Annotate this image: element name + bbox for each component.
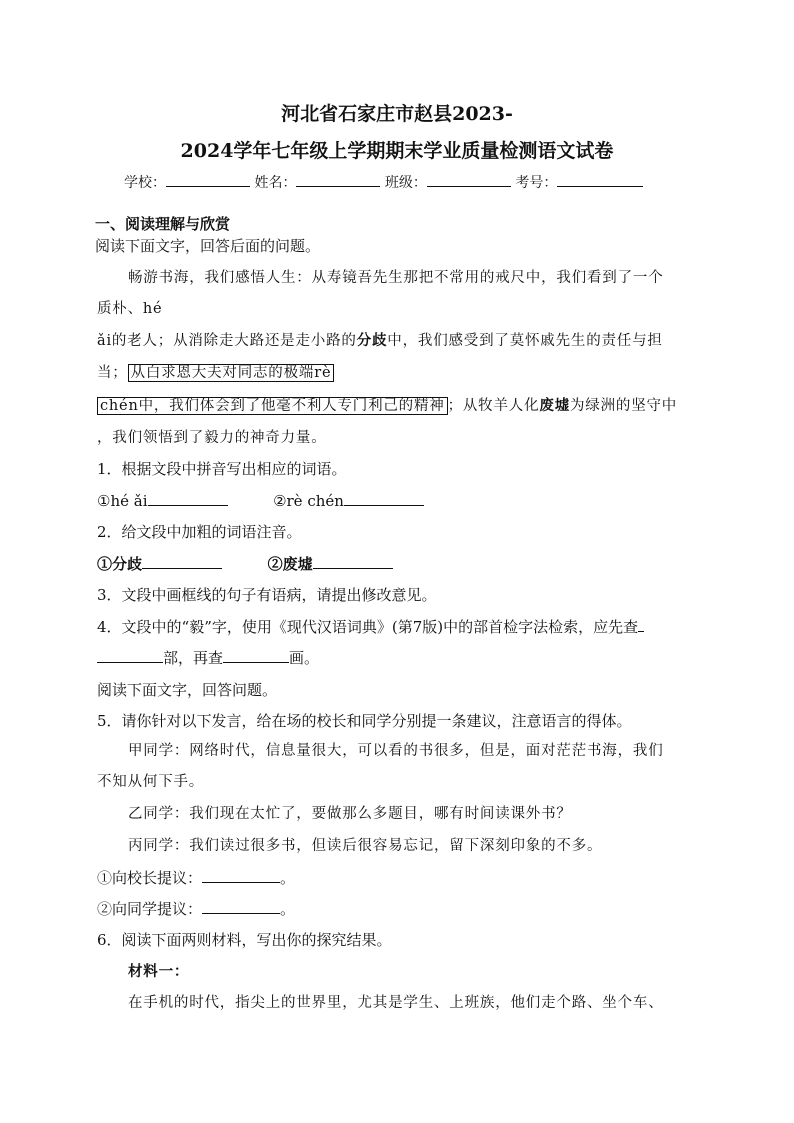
question-5-answer-b: ②向同学提议： 。 [97,900,296,918]
question-4-line-2: 部，再查 画。 [97,648,319,668]
answer-blank-strokes[interactable] [223,648,289,663]
passage-line-1: 畅游书海，我们感悟人生：从寿镜吾先生那把不常用的戒尺中，我们看到了一个 [128,270,664,286]
boxed-sentence-part-1: 从白求恩大夫对同志的极端rè [128,364,335,382]
exam-title-line2: 2024学年七年级上学期期末学业质量检测语文试卷 [180,140,614,162]
exam-title-line1: 河北省石家庄市赵县2023- [281,103,513,125]
speech-jia-line-1: 甲同学：网络时代，信息量很大，可以看的书很多，但是，面对茫茫书海，我们 [128,743,664,759]
question-2: 2．给文段中加粗的词语注音。 [97,523,302,541]
passage-line-6: ，我们领悟到了毅力的神奇力量。 [97,430,327,446]
name-label: 姓名： [254,175,297,191]
bold-word-feixu: 废墟 [539,397,570,414]
exam-number-label: 考号： [515,175,558,191]
question-1-answers: ①hé ǎi ②rè chén [97,491,424,511]
passage-line-4: 当； 从白求恩大夫对同志的极端rè [97,363,334,383]
speech-bing: 丙同学：我们读过很多书，但读后很容易忘记，留下深刻印象的不多。 [128,838,603,854]
answer-blank-classmates[interactable] [202,899,280,914]
bold-word-fenqi: 分歧 [356,332,388,349]
question-5-answer-a: ①向校长提议： 。 [97,869,296,887]
material-1-heading: 材料一： [128,963,190,980]
answer-blank-radical[interactable] [97,648,163,663]
passage-line-3: ǎi的老人；从消除走大路还是走小路的分歧中，我们感受到了莫怀戚先生的责任与担 [97,332,663,349]
answer-blank-fenqi[interactable] [142,554,222,569]
answer-blank-principal[interactable] [202,868,280,883]
school-blank[interactable] [166,172,250,187]
student-info-row [124,172,643,193]
name-blank[interactable] [296,172,380,187]
speech-yi: 乙同学：我们现在太忙了，要做那么多题目，哪有时间读课外书？ [128,806,572,822]
material-1-text: 在手机的时代，指尖上的世界里，尤其是学生、上班族，他们走个路、坐个车、 [128,995,664,1011]
answer-blank-heai[interactable] [148,491,228,506]
reading-instruction-2: 阅读下面文字，回答问题。 [97,681,278,699]
question-1: 1．根据文段中拼音写出相应的词语。 [97,460,347,478]
question-5: 5．请你针对以下发言，给在场的校长和同学分别提一条建议，注意语言的得体。 [97,712,632,730]
speech-jia-line-2: 不知从何下手。 [97,774,205,790]
class-blank[interactable] [427,172,511,187]
answer-blank-rechen[interactable] [344,491,424,506]
question-4-line-1: 4．文段中的“毅”字，使用《现代汉语词典》(第7版)中的部首检字法检索，应先查 [97,617,644,637]
passage-line-5: chén中，我们体会到了他毫不利人专门利己的精神 ；从牧羊人化废墟为绿洲的坚守中 [97,396,677,416]
exam-number-blank[interactable] [557,172,643,187]
question-3: 3．文段中画框线的句子有语病，请提出修改意见。 [97,586,437,604]
question-6: 6．阅读下面两则材料，写出你的探究结果。 [97,931,392,949]
answer-blank-feixu[interactable] [313,554,393,569]
reading-instruction: 阅读下面文字，回答后面的问题。 [95,237,321,255]
section-heading: 一、阅读理解与欣赏 [95,215,231,233]
class-label: 班级： [384,175,427,191]
passage-line-2: 质朴、hé [97,301,163,317]
question-2-answers: ①分歧 ②废墟 [97,554,393,574]
boxed-sentence-part-2: chén中，我们体会到了他毫不利人专门利己的精神 [97,397,448,415]
school-label: 学校： [124,175,166,191]
